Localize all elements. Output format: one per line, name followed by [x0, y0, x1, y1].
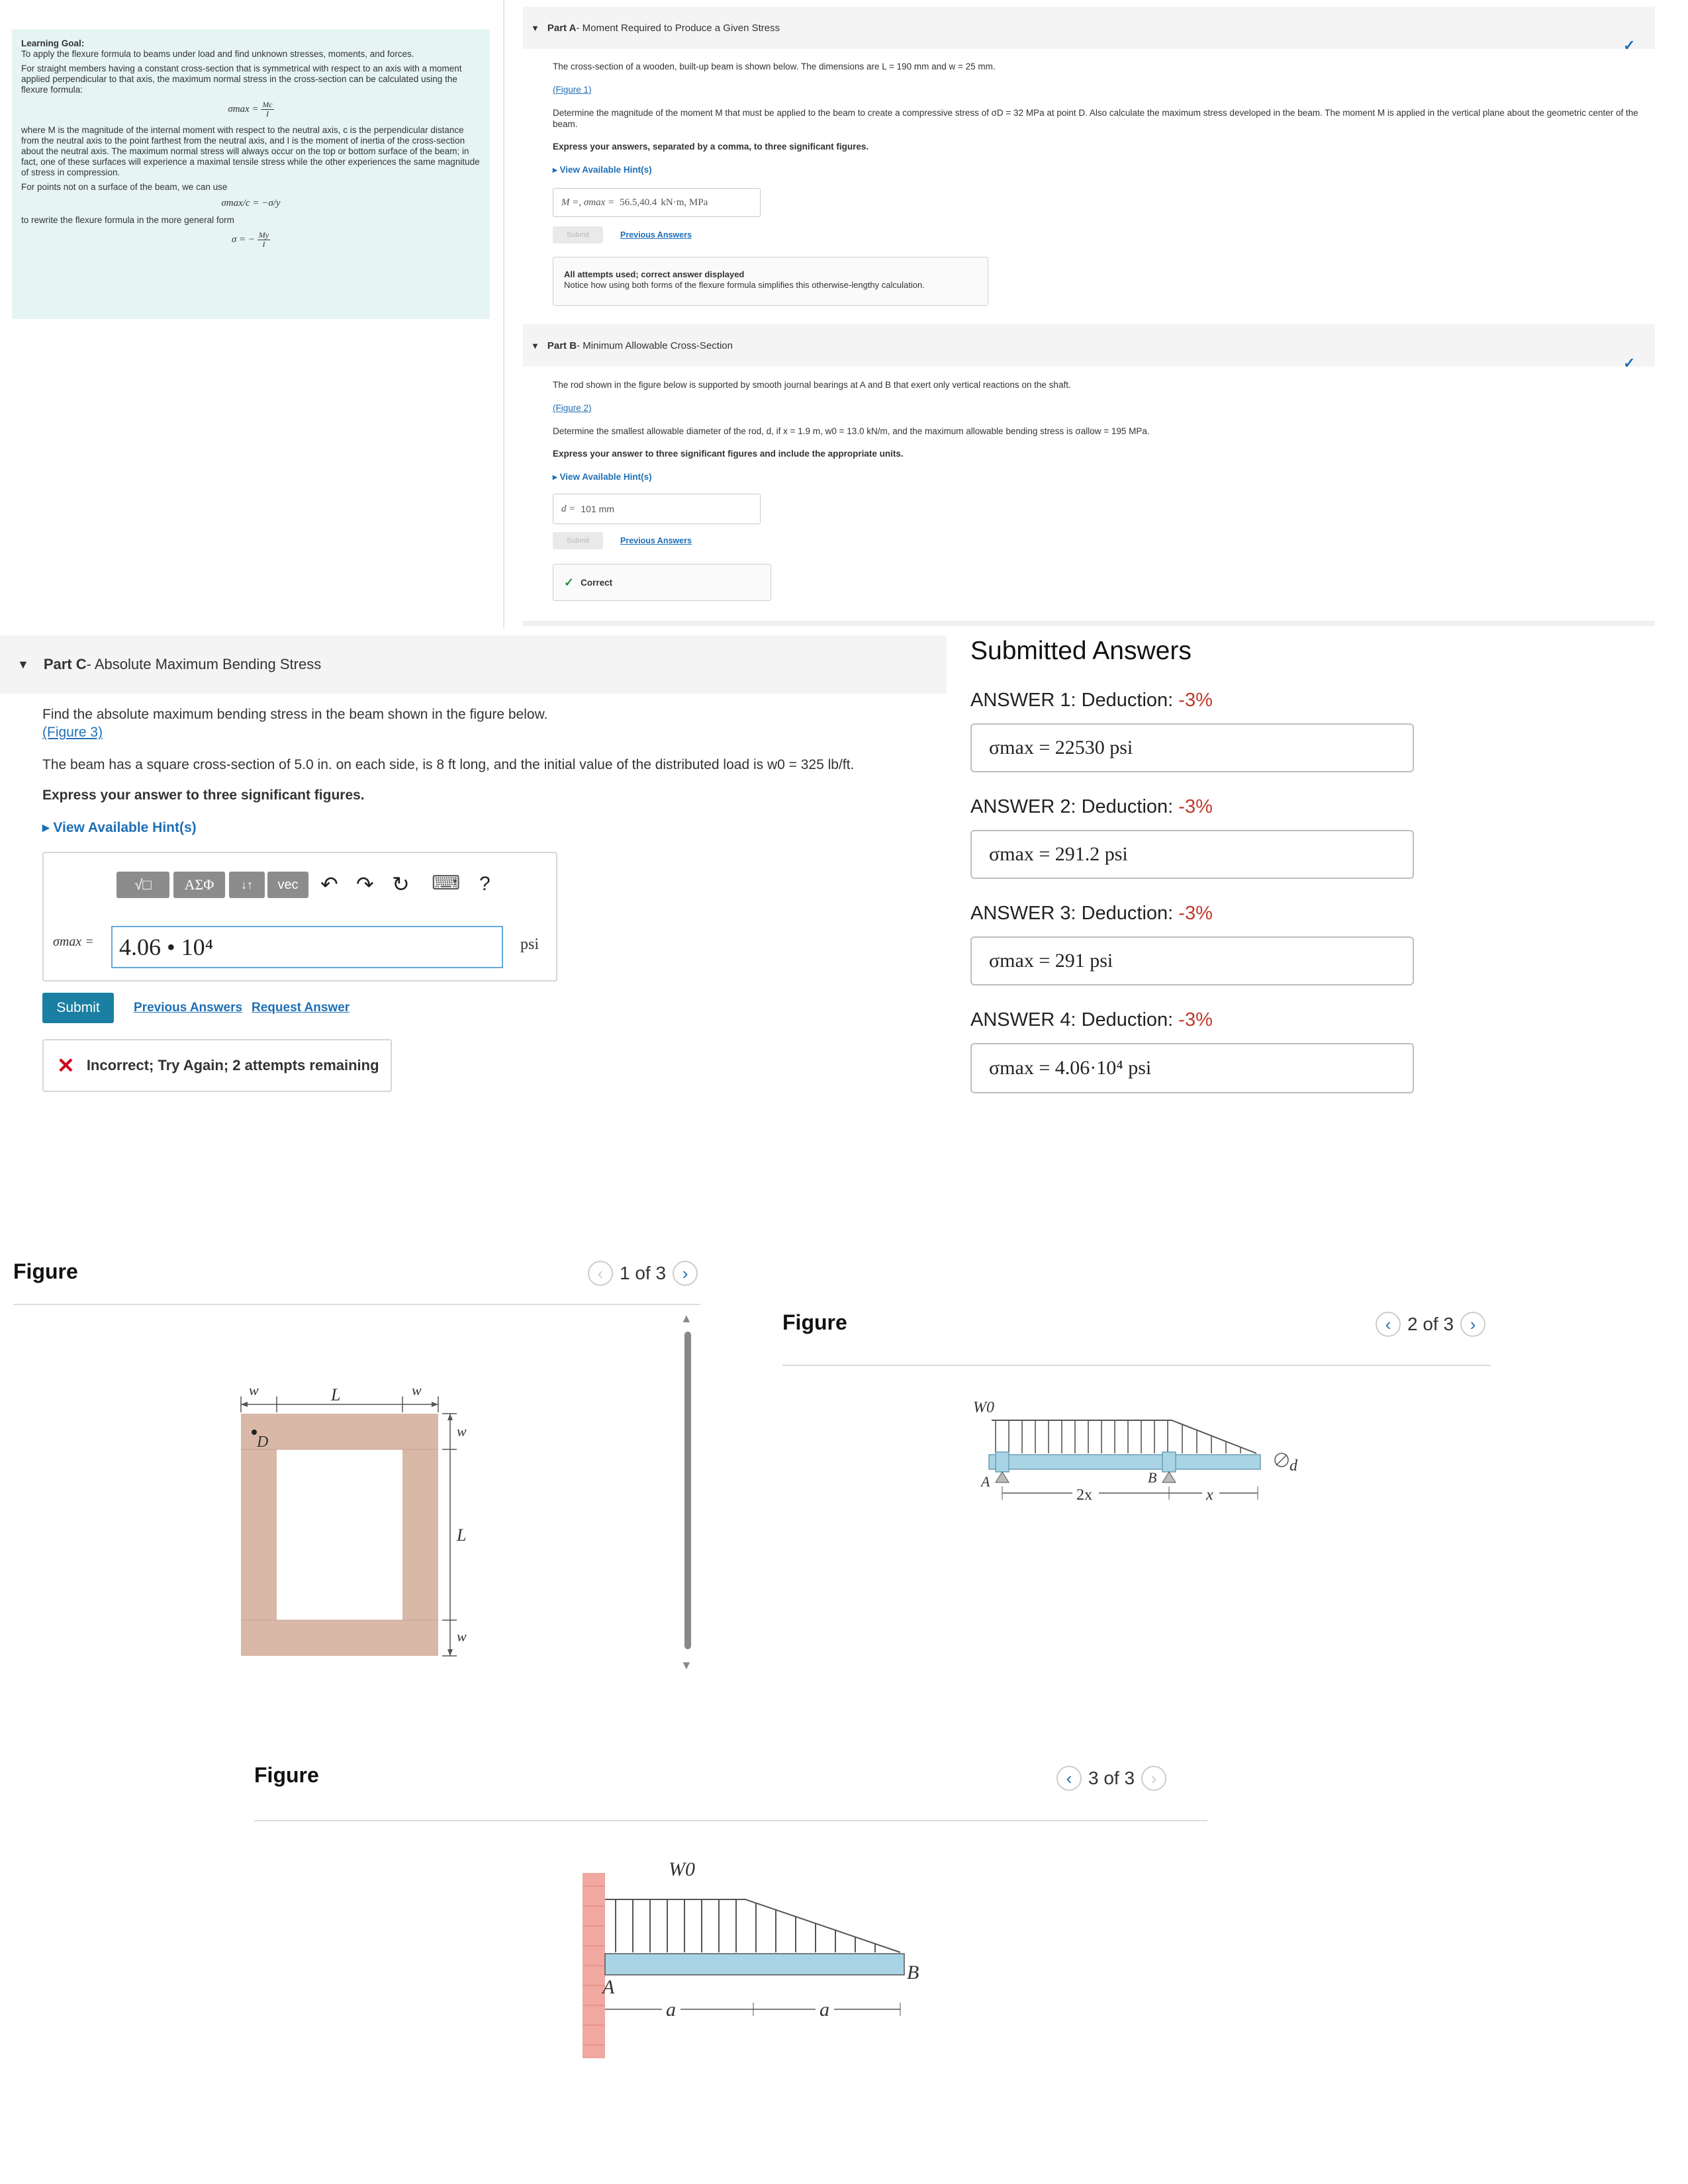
templates-button[interactable]: √□ [117, 872, 169, 898]
answer-1-box [970, 723, 1414, 772]
learning-goal-p3: For points not on a surface of the beam, we can use [21, 182, 228, 192]
greek-symbols-button[interactable]: ΑΣΦ [173, 872, 225, 898]
answer-4-value: σmax = 4.06·10⁴ psi [989, 1057, 1152, 1079]
figure-3-label-A: A [602, 1976, 615, 1998]
part-a-previous-answers-link[interactable]: Previous Answers [620, 230, 692, 240]
figure-1-title: Figure [13, 1259, 78, 1283]
part-b-submit-button[interactable]: Submit [553, 532, 603, 549]
part-b-label: Part B [547, 340, 577, 351]
figure-1-label-D: D [257, 1433, 269, 1451]
answer-2-heading: ANSWER 2: Deduction: -3% [970, 796, 1213, 817]
figure-1-label-w-right-bottom: w [457, 1628, 467, 1645]
part-a-label: Part A [547, 22, 577, 34]
figure-2-label-w0: W0 [973, 1399, 994, 1416]
part-a-submit-button[interactable]: Submit [553, 226, 603, 244]
previous-figure-button[interactable]: ‹ [588, 1261, 613, 1286]
reset-icon[interactable]: ↻ [392, 872, 410, 896]
part-c-answer-panel [42, 852, 557, 981]
part-a-figure-link[interactable]: (Figure 1) [553, 85, 592, 95]
part-a-feedback-text: Notice how using both forms of the flexure formula simplifies this otherwise-lengthy calculation. [564, 280, 925, 290]
vector-button[interactable]: vec [267, 872, 308, 898]
flexure-formula: σmax = $\frac{Mc}{I}$ [228, 100, 273, 118]
part-a-line1: The cross-section of a wooden, built-up beam is shown below. The dimensions are L = 190 mm and w = 25 mm. [553, 62, 996, 71]
keyboard-icon[interactable]: ⌨ [432, 872, 461, 894]
collapse-caret-icon[interactable]: ▼ [531, 23, 539, 33]
part-b-hint-toggle[interactable]: ▸ View Available Hint(s) [553, 472, 652, 482]
part-a-line2: Determine the magnitude of the moment M that must be applied to the beam to create a compressive stress of σD = 32 MPa at point D. Also calculate the maximum stress developed in the beam. The moment M is applied in the vertical plane about the geometric center of the beam. [553, 108, 1638, 129]
figure-3-pager [1056, 1766, 1166, 1791]
undo-icon[interactable]: ↶ [320, 872, 338, 896]
part-c-instruction: Express your answer to three significant figures. [42, 788, 365, 803]
figure-2-label-B: B [1148, 1469, 1157, 1486]
part-c-answer-label: σmax = [53, 934, 94, 949]
help-icon[interactable]: ? [479, 873, 491, 895]
part-b-feedback [553, 564, 771, 601]
figure-1-pager [588, 1261, 698, 1286]
learning-goal-p4: to rewrite the flexure formula in the more general form [21, 215, 234, 225]
part-a-answer-value: 56.5,40.4 [620, 197, 657, 208]
part-b-previous-answers-link[interactable]: Previous Answers [620, 536, 692, 545]
part-c-feedback-text: Incorrect; Try Again; 2 attempts remaining [86, 1057, 379, 1073]
part-b-instruction: Express your answer to three significant figures and include the appropriate units. [553, 449, 904, 459]
redo-icon[interactable]: ↷ [356, 872, 374, 896]
part-a-title: - Moment Required to Produce a Given Stress [576, 22, 780, 34]
figure-3-title: Figure [254, 1763, 319, 1787]
previous-figure-button[interactable]: ‹ [1056, 1766, 1082, 1791]
answer-3-box [970, 936, 1414, 985]
figure-3-cantilever-diagram [576, 1846, 933, 2071]
figure-1-label-w1: w [249, 1382, 259, 1398]
figure-3-divider [254, 1820, 1207, 1821]
part-c-hint-toggle[interactable]: ▸ View Available Hint(s) [42, 820, 197, 835]
part-c-submit-button[interactable]: Submit [42, 993, 114, 1023]
stress-ratio-formula: σmax/c = −σ/y [221, 198, 281, 208]
submitted-answers-title: Submitted Answers [970, 637, 1192, 665]
part-a-answer-label: M =, σmax = [561, 197, 615, 208]
part-a-feedback-title: All attempts used; correct answer displayed [564, 269, 745, 279]
figure-3-label-B: B [907, 1962, 919, 1983]
part-c-previous-answers-link[interactable]: Previous Answers [134, 1001, 243, 1015]
learning-goal-p1: For straight members having a constant cross-section that is symmetrical with respect to an axis with a moment applied perpendicular to that axis, the maximum normal stress in the cross-section can be calculated using the flexure formula: [21, 64, 462, 95]
part-b-correct-check-icon: ✓ [1623, 355, 1636, 371]
part-a-header[interactable] [523, 7, 1655, 49]
part-a-answer-box [553, 188, 761, 217]
part-c-answer-input[interactable] [111, 926, 503, 968]
figure-1-page-indicator: 1 of 3 [620, 1263, 667, 1283]
column-divider [503, 0, 504, 629]
collapse-caret-icon[interactable]: ▼ [531, 340, 539, 351]
part-a-answer-units: kN·m, MPa [661, 197, 708, 208]
part-c-line1: Find the absolute maximum bending stress in the beam shown in the figure below. [42, 707, 548, 722]
part-c-header[interactable] [0, 635, 947, 694]
next-figure-button[interactable]: › [1460, 1312, 1485, 1337]
part-c-title: - Absolute Maximum Bending Stress [86, 656, 322, 672]
part-c-feedback [42, 1039, 392, 1092]
figure-2-label-x: x [1206, 1486, 1213, 1504]
learning-goal-panel [12, 29, 490, 319]
subscript-superscript-button[interactable]: ↓↑ [229, 872, 265, 898]
figure-3-page-indicator: 3 of 3 [1088, 1768, 1135, 1788]
part-c-request-answer-link[interactable]: Request Answer [252, 1001, 350, 1015]
figure-2-page-indicator: 2 of 3 [1407, 1314, 1454, 1334]
part-separator [523, 621, 1655, 626]
figure-3-label-w0: W0 [669, 1858, 695, 1880]
collapse-caret-icon[interactable]: ▼ [17, 657, 29, 671]
learning-goal-intro: To apply the flexure formula to beams under load and find unknown stresses, moments, and forces. [21, 49, 414, 59]
previous-figure-button[interactable]: ‹ [1376, 1312, 1401, 1337]
part-b-feedback-text: Correct [581, 577, 613, 588]
incorrect-x-icon: ✕ [57, 1054, 75, 1077]
general-flexure-formula: σ = − $\frac{My}{I}$ [231, 230, 269, 249]
figure-2-shaft-diagram [973, 1390, 1317, 1522]
part-b-answer-value: 101 mm [581, 504, 614, 514]
figure-scrollbar[interactable] [684, 1332, 691, 1649]
answer-4-heading: ANSWER 4: Deduction: -3% [970, 1009, 1213, 1030]
figure-2-pager [1376, 1312, 1485, 1337]
part-b-line2: Determine the smallest allowable diameter of the rod, d, if x = 1.9 m, w0 = 13.0 kN/m, and the maximum allowable bending stress is σallow = 195 MPa. [553, 426, 1150, 436]
figure-2-label-2x: 2x [1076, 1486, 1092, 1504]
figure-1-label-L-right: L [457, 1525, 467, 1545]
part-a-correct-check-icon: ✓ [1623, 37, 1636, 54]
figure-3-label-a2: a [820, 1999, 829, 2021]
part-b-line1: The rod shown in the figure below is supported by smooth journal bearings at A and B that exert only vertical reactions on the shaft. [553, 380, 1071, 390]
answer-2-box [970, 830, 1414, 879]
figure-1-label-w2: w [412, 1382, 422, 1398]
figure-1-cross-section [232, 1377, 483, 1668]
part-b-header[interactable] [523, 324, 1655, 367]
part-c-answer-units: psi [520, 936, 539, 953]
figure-1-label-w-right-top: w [457, 1423, 467, 1439]
part-a-instruction: Express your answers, separated by a comma, to three significant figures. [553, 142, 869, 152]
scroll-down-icon[interactable]: ▼ [680, 1659, 692, 1672]
figure-2-title: Figure [782, 1310, 847, 1334]
figure-3-label-a1: a [666, 1999, 676, 2021]
part-b-answer-box [553, 494, 761, 524]
part-c-line2: The beam has a square cross-section of 5.0 in. on each side, is 8 ft long, and the initial value of the distributed load is w0 = 325 lb/ft. [42, 757, 855, 772]
figure-1-label-L: L [331, 1385, 341, 1404]
part-b-answer-label: d = [561, 503, 576, 514]
answer-1-value: σmax = 22530 psi [989, 737, 1133, 758]
figure-1-divider [13, 1304, 700, 1305]
answer-4-box [970, 1043, 1414, 1093]
part-c-answer-value: 4.06 • 10⁴ [119, 934, 214, 960]
figure-2-divider [782, 1365, 1491, 1366]
next-figure-button[interactable]: › [1141, 1766, 1166, 1791]
part-a-feedback [553, 257, 988, 306]
part-b-title: - Minimum Allowable Cross-Section [577, 340, 733, 351]
learning-goal-p2: where M is the magnitude of the internal moment with respect to the neutral axis, c is the perpendicular distance from the neutral axis to the point farthest from the neutral axis, and I is the moment of inertia of the cross-section about the neutral axis. The maximum normal stress will always occur on the top or bottom surface of the beam; in fact, one of these surfaces will experience a maximal tensile stress while the other experiences the same magnitude of stress in compression. [21, 125, 480, 177]
part-b-figure-link[interactable]: (Figure 2) [553, 403, 592, 413]
part-c-label: Part C [43, 656, 87, 672]
figure-2-label-A: A [981, 1473, 990, 1490]
answer-1-heading: ANSWER 1: Deduction: -3% [970, 690, 1213, 711]
part-c-figure-link[interactable]: (Figure 3) [42, 725, 103, 740]
answer-2-value: σmax = 291.2 psi [989, 843, 1128, 865]
learning-goal-heading: Learning Goal: [21, 38, 85, 48]
part-a-hint-toggle[interactable]: ▸ View Available Hint(s) [553, 165, 652, 175]
correct-check-icon: ✓ [564, 575, 575, 589]
scroll-up-icon[interactable]: ▲ [680, 1312, 692, 1325]
answer-3-value: σmax = 291 psi [989, 950, 1113, 972]
figure-2-label-d: d [1289, 1457, 1297, 1475]
next-figure-button[interactable]: › [673, 1261, 698, 1286]
answer-3-heading: ANSWER 3: Deduction: -3% [970, 903, 1213, 924]
